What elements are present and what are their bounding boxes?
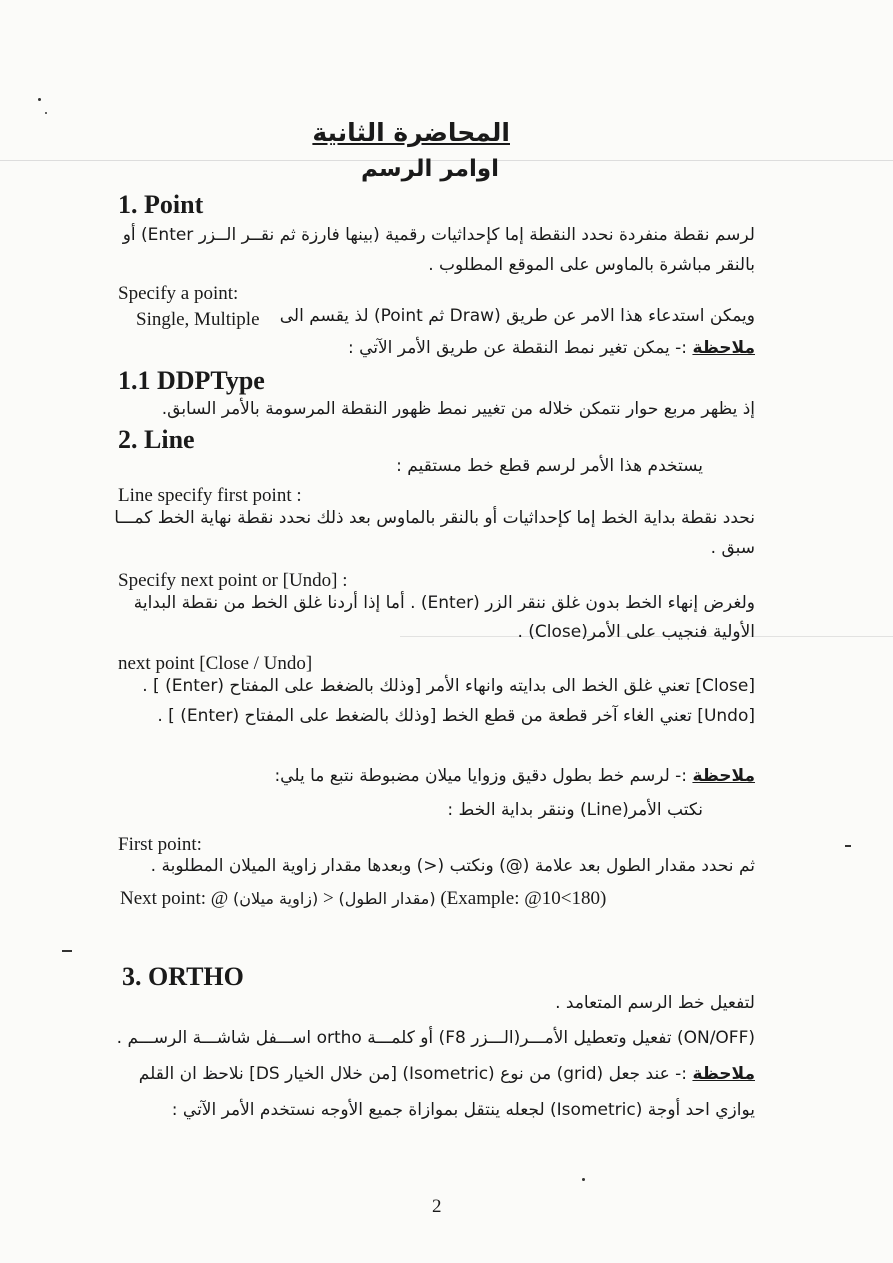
scan-speck	[62, 950, 72, 952]
next-point-angle: (زاوية ميلان)	[233, 889, 319, 908]
line-prompt-first: Line specify first point :	[118, 485, 302, 506]
ortho-intro: لتفعيل خط الرسم المتعامد .	[555, 993, 755, 1013]
note-label: ملاحظة	[692, 766, 755, 786]
note-text: :- يمكن تغير نمط النقطة عن طريق الأمر الآتي :	[347, 338, 688, 358]
scan-speck	[582, 1178, 585, 1181]
point-text-line1: لرسم نقطة منفردة نحدد النقطة إما كإحداثيات رقمية (بينها فارزة ثم نقــر الــزر Enter) أو	[122, 225, 755, 245]
scan-speck	[845, 845, 851, 847]
line-undo-desc: [Undo] تعني الغاء آخر قطعة من قطع الخط [وذلك بالضغط على المفتاح (Enter) ] .	[157, 706, 755, 726]
line-text2b: الأولية فنجيب على الأمر(Close) .	[517, 622, 755, 642]
next-point-prefix: Next point: @	[120, 888, 229, 909]
next-point-length: (مقدار الطول)	[338, 889, 436, 908]
scan-speck	[45, 112, 47, 114]
section-heading-point: 1. Point	[118, 190, 204, 219]
section-heading-line: 2. Line	[118, 425, 195, 454]
scan-speck	[38, 98, 41, 101]
line-text4: ثم نحدد مقدار الطول بعد علامة (@) ونكتب (<) وبعدها مقدار زاوية الميلان المطلوبة .	[150, 856, 755, 876]
line-next-point-format	[120, 888, 606, 910]
ortho-line1: (ON/OFF) تفعيل وتعطيل الأمـــر(الـــزر F8) أو كلمـــة ortho اســـفل شاشـــة الرســـم .	[116, 1028, 755, 1048]
point-text-line2: بالنقر مباشرة بالماوس على الموقع المطلوب .	[428, 255, 755, 275]
point-note	[348, 338, 755, 358]
next-point-lt: <	[322, 888, 334, 909]
line-note	[274, 766, 755, 786]
next-point-example: (Example: @10<180)	[440, 888, 607, 909]
section-heading-ortho: 3. ORTHO	[122, 962, 244, 991]
line-prompt-first-point: First point:	[118, 834, 202, 855]
line-text2a: ولغرض إنهاء الخط بدون غلق ننقر الزر (Enter) . أما إذا أردنا غلق الخط من نقطة البداية	[133, 593, 755, 613]
note-text: :- لرسم خط بطول دقيق وزوايا ميلان مضبوطة نتبع ما يلي:	[274, 766, 688, 786]
ddptype-text: إذ يظهر مربع حوار نتمكن خلاله من تغيير نمط ظهور النقطة المرسومة بالأمر السابق.	[161, 399, 755, 419]
lecture-title: المحاضرة الثانية	[312, 118, 510, 147]
point-options: Single, Multiple	[136, 309, 260, 330]
page-number: 2	[432, 1196, 442, 1217]
note-text: :- عند جعل (grid) من نوع (Isometric) [من خلال الخيار DS] نلاحظ ان القلم	[138, 1064, 688, 1084]
line-close-desc: [Close] تعني غلق الخط الى بدايته وانهاء الأمر [وذلك بالضغط على المفتاح (Enter) ] .	[142, 676, 755, 696]
line-text1b: سبق .	[710, 538, 755, 558]
line-note-line2: نكتب الأمر(Line) وننقر بداية الخط :	[447, 800, 703, 820]
lecture-subtitle: اوامر الرسم	[360, 156, 500, 182]
line-prompt-next: Specify next point or [Undo] :	[118, 570, 348, 591]
line-text1a: نحدد نقطة بداية الخط إما كإحداثيات أو بالنقر بالماوس بعد ذلك نحدد نقطة نهاية الخط كمـــا	[114, 508, 755, 528]
line-intro: يستخدم هذا الأمر لرسم قطع خط مستقيم :	[396, 456, 703, 476]
point-prompt: Specify a point:	[118, 283, 239, 304]
note-label: ملاحظة	[692, 1064, 755, 1084]
section-heading-ddptype: 1.1 DDPType	[118, 366, 265, 395]
point-text-line3: ويمكن استدعاء هذا الامر عن طريق (Draw ثم Point) لذ يقسم الى	[279, 306, 755, 326]
note-label: ملاحظة	[692, 338, 755, 358]
ortho-line3: يوازي احد أوجة (Isometric) لجعله ينتقل بموازاة جميع الأوجه نستخدم الأمر الآتي :	[171, 1100, 755, 1120]
line-prompt-close-undo: next point [Close / Undo]	[118, 653, 313, 674]
ortho-note	[139, 1064, 755, 1084]
